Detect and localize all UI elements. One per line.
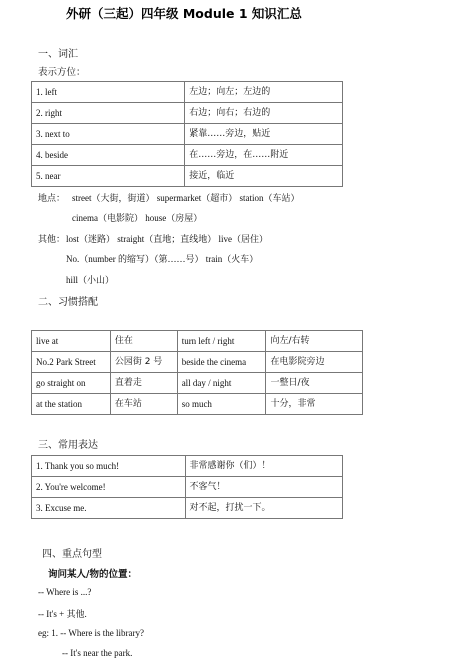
meaning-cell: 在……旁边，在……附近	[185, 145, 343, 166]
example-answer: -- It's near the park.	[62, 648, 133, 658]
position-question-subheading: 询问某人/物的位置：	[48, 569, 137, 580]
others-line-3: hill（小山）	[66, 275, 115, 285]
table-row	[32, 145, 343, 166]
pattern-answer: -- It's + 其他.	[38, 609, 87, 619]
meaning-cell: 向左/右转	[266, 331, 363, 352]
direction-subheading: 表示方位：	[38, 67, 86, 78]
expressions-table	[31, 455, 343, 519]
places-line-1: street（大街，街道） supermarket（超市） station（车站）	[72, 193, 300, 203]
meaning-cell: 在车站	[110, 394, 177, 415]
table-row	[32, 82, 343, 103]
phrase-cell: so much	[177, 394, 266, 415]
phrase-cell: at the station	[32, 394, 111, 415]
section-phrases-heading: 二、习惯搭配	[38, 297, 98, 308]
phrase-cell: live at	[32, 331, 111, 352]
page-title: 外研（三起）四年级 Module 1 知识汇总	[66, 6, 302, 21]
vocabulary-table	[31, 81, 343, 187]
table-row	[32, 331, 363, 352]
places-line-2: cinema（电影院） house（房屋）	[72, 213, 203, 223]
word-cell: 3. next to	[32, 124, 185, 145]
table-row	[32, 456, 343, 477]
section-expressions-heading: 三、常用表达	[38, 440, 98, 451]
table-row	[32, 166, 343, 187]
meaning-cell: 左边；向左；左边的	[185, 82, 343, 103]
phrases-table	[31, 330, 363, 415]
phrase-cell: go straight on	[32, 373, 111, 394]
phrase-cell: turn left / right	[177, 331, 266, 352]
word-cell: 1. left	[32, 82, 185, 103]
meaning-cell: 直着走	[110, 373, 177, 394]
table-row	[32, 124, 343, 145]
others-label: 其他：	[38, 235, 66, 245]
meaning-cell: 住在	[110, 331, 177, 352]
table-row	[32, 103, 343, 124]
phrase-cell: beside the cinema	[177, 352, 266, 373]
others-line-1: lost（迷路） straight（直地；直线地） live（居住）	[66, 234, 268, 244]
word-cell: 2. right	[32, 103, 185, 124]
meaning-cell: 接近，临近	[185, 166, 343, 187]
meaning-cell: 一整日/夜	[266, 373, 363, 394]
meaning-cell: 非常感谢你（们）！	[185, 456, 342, 477]
meaning-cell: 公园街 2 号	[110, 352, 177, 373]
section-sentences-heading: 四、重点句型	[42, 549, 102, 560]
example-question: eg: 1. -- Where is the library?	[38, 628, 145, 638]
pattern-question: -- Where is ...?	[38, 587, 92, 597]
phrase-cell: all day / night	[177, 373, 266, 394]
meaning-cell: 右边；向右；右边的	[185, 103, 343, 124]
meaning-cell: 十分，非常	[266, 394, 363, 415]
expression-cell: 3. Excuse me.	[32, 498, 186, 519]
expression-cell: 2. You're welcome!	[32, 477, 186, 498]
word-cell: 4. beside	[32, 145, 185, 166]
section-vocabulary-heading: 一、词汇	[38, 49, 78, 60]
others-line-2: No.（number 的缩写）（第……号） train（火车）	[66, 254, 259, 264]
table-row	[32, 498, 343, 519]
table-row	[32, 373, 363, 394]
meaning-cell: 不客气！	[185, 477, 342, 498]
table-row	[32, 352, 363, 373]
word-cell: 5. near	[32, 166, 185, 187]
places-label: 地点：	[38, 194, 66, 204]
phrase-cell: No.2 Park Street	[32, 352, 111, 373]
meaning-cell: 对不起，打扰一下。	[185, 498, 342, 519]
expression-cell: 1. Thank you so much!	[32, 456, 186, 477]
table-row	[32, 394, 363, 415]
meaning-cell: 在电影院旁边	[266, 352, 363, 373]
table-row	[32, 477, 343, 498]
meaning-cell: 紧靠……旁边，贴近	[185, 124, 343, 145]
